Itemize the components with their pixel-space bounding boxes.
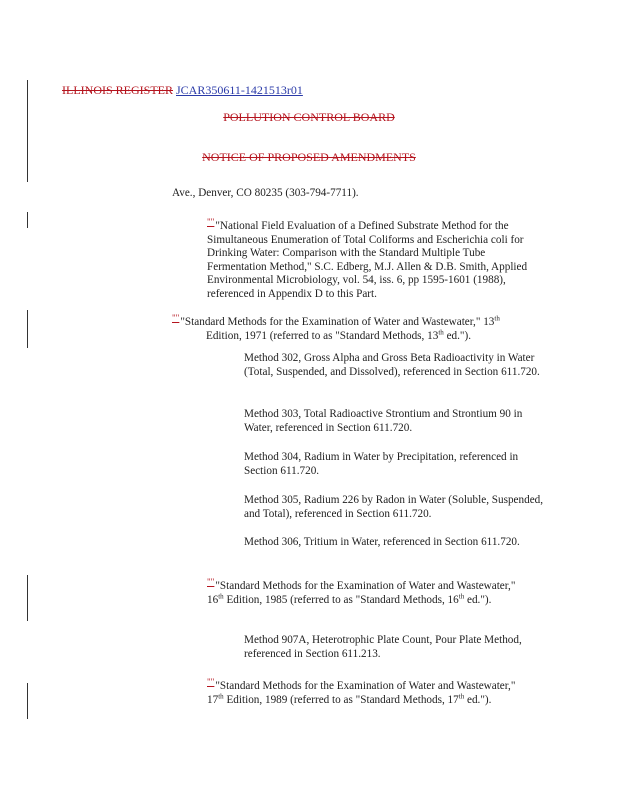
- change-bar: [27, 212, 28, 228]
- insert-mark: "": [207, 577, 215, 587]
- method-305: Method 305, Radium 226 by Radon in Water (Soluble, Suspended, and Total), referenced in Section 611.720.: [244, 494, 544, 520]
- board-title: POLLUTION CONTROL BOARD: [223, 110, 395, 124]
- national-field-text: "National Field Evaluation of a Defined Substrate Method for the Simultaneous Enumeration of Total Coliforms and Escherichia coli for Drinking Water: Comparison with the Standard Multiple Tube Fermentation Method," S.C. Edberg, M.J. Allen & D.B. Smith, Applied Environmental Microbiology, vol. 54, iss. 6, pp 1595-1601 (1988), referenced in Appendix D to this Part.: [207, 220, 528, 300]
- change-bar: [27, 310, 28, 348]
- sm16-citation: [207, 576, 517, 607]
- sm17-end: ed.").: [464, 693, 492, 706]
- sm17-title: "Standard Methods for the Examination of Water and Wastewater," 17: [207, 680, 516, 706]
- change-bar: [27, 575, 28, 621]
- address-line: Ave., Denver, CO 80235 (303-794-7711).: [172, 187, 359, 199]
- sup: th: [458, 691, 465, 700]
- sup: th: [458, 591, 465, 600]
- change-bar: [27, 683, 28, 719]
- sup: th: [218, 591, 224, 600]
- sm16-title: "Standard Methods for the Examination of Water and Wastewater," 16: [207, 580, 516, 606]
- insert-mark: "": [207, 677, 215, 687]
- insert-mark: "": [172, 313, 180, 323]
- register-header: [62, 83, 303, 98]
- sm13-rest: Edition, 1971 (referred to as "Standard Methods, 13: [206, 329, 439, 342]
- sm16-end: ed.").: [464, 593, 492, 606]
- method-306: Method 306, Tritium in Water, referenced in Section 611.720.: [244, 536, 520, 548]
- sup: th: [218, 691, 224, 700]
- change-bar: [27, 80, 28, 182]
- sm13-title: "Standard Methods for the Examination of Water and Wastewater," 13: [180, 316, 495, 328]
- sup: th: [494, 314, 500, 323]
- sm17-citation: [207, 676, 517, 707]
- national-field-citation: [207, 216, 537, 302]
- notice-heading: [0, 150, 618, 165]
- method-303: Method 303, Total Radioactive Strontium and Strontium 90 in Water, referenced in Section 611.720.: [244, 408, 523, 434]
- method-907a: Method 907A, Heterotrophic Plate Count, Pour Plate Method, referenced in Section 611.213.: [244, 634, 522, 660]
- method-304: Method 304, Radium in Water by Precipitation, referenced in Section 611.720.: [244, 451, 519, 477]
- jcar-number: JCAR350611-1421513r01: [176, 83, 303, 97]
- notice-title: NOTICE OF PROPOSED AMENDMENTS: [202, 150, 416, 164]
- sm13-rest-end: ed.").: [443, 329, 472, 342]
- register-deleted: ILLINOIS REGISTER: [62, 83, 173, 97]
- sm16-text: Edition, 1985 (referred to as "Standard Methods, 16: [223, 593, 459, 606]
- sm13-citation: [172, 312, 552, 343]
- board-heading: [0, 110, 618, 125]
- sm17-text: Edition, 1989 (referred to as "Standard Methods, 17: [223, 693, 459, 706]
- insert-mark: "": [207, 217, 215, 227]
- sup: th: [438, 327, 444, 336]
- method-302: Method 302, Gross Alpha and Gross Beta Radioactivity in Water (Total, Suspended, and Dissolved), referenced in Section 611.720.: [244, 352, 540, 378]
